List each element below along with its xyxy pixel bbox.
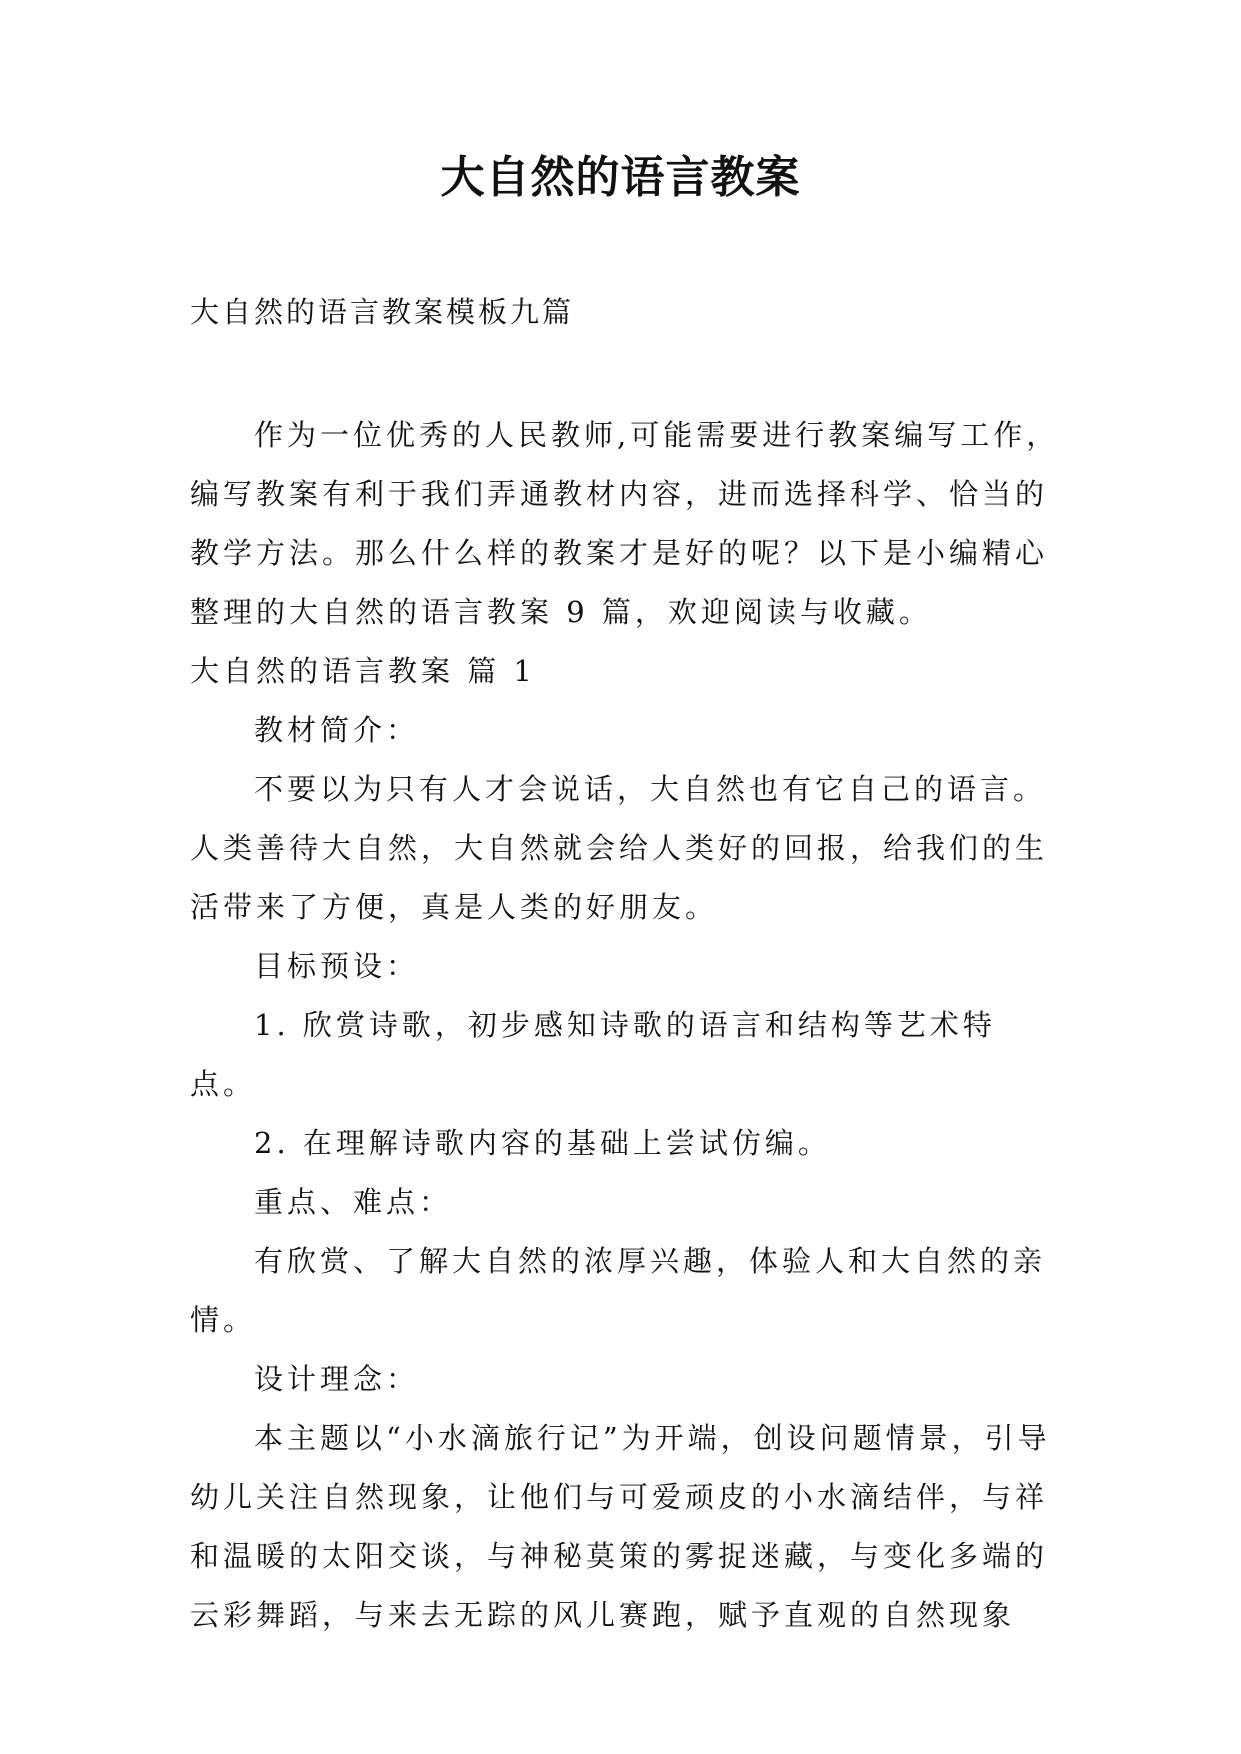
paragraph: 本主题以“小水滴旅行记”为开端，创设问题情景，引导幼儿关注自然现象，让他们与可爱顽皮的小水滴结伴，与祥和温暖的太阳交谈，与神秘莫策的雾捉迷藏，与变化多端的云彩舞蹈，与来去无踪的风儿赛跑，赋予直观的自然现象 xyxy=(190,1421,1051,1632)
document-title: 大自然的语言教案 xyxy=(440,152,801,203)
paragraph-label: 设计理念： xyxy=(254,1362,420,1396)
section-heading: 大自然的语言教案 篇 1 xyxy=(190,654,536,688)
document-subtitle: 大自然的语言教案模板九篇 xyxy=(190,295,575,329)
paragraph-intro: 作为一位优秀的人民教师,可能需要进行教案编写工作，编写教案有利于我们弄通教材内容，进而选择科学、恰当的教学方法。那么什么样的教案才是好的呢？以下是小编精心整理的大自然的语言教案 9 篇，欢迎阅读与收藏。 xyxy=(190,418,1060,629)
paragraph-label: 教材简介： xyxy=(254,713,420,747)
paragraph-label: 目标预设： xyxy=(254,949,420,983)
paragraph-label: 重点、难点： xyxy=(254,1185,453,1219)
list-item: 2. 在理解诗歌内容的基础上尝试仿编。 xyxy=(254,1126,831,1160)
paragraph: 不要以为只有人才会说话，大自然也有它自己的语言。人类善待大自然，大自然就会给人类好的回报，给我们的生活带来了方便，真是人类的好朋友。 xyxy=(190,772,1049,924)
document-body xyxy=(190,406,1060,1645)
paragraph: 有欣赏、了解大自然的浓厚兴趣，体验人和大自然的亲情。 xyxy=(190,1244,1047,1337)
list-item: 1. 欣赏诗歌，初步感知诗歌的语言和结构等艺术特点。 xyxy=(190,1008,996,1101)
